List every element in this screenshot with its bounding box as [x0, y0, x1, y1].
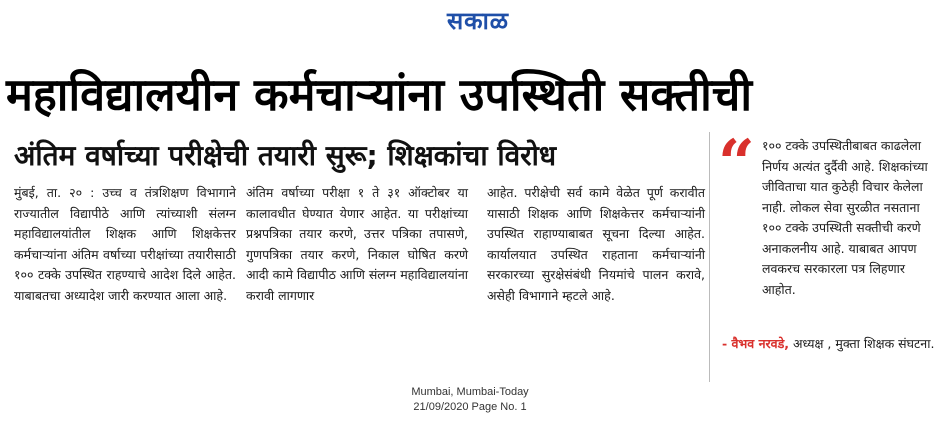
- article-column-3: आहेत. परीक्षेची सर्व कामे वेळेत पूर्ण करावीत यासाठी शिक्षक आणि शिक्षकेत्तर कर्मचाऱ्यांनी उपस्थित राहाण्याबाबत सूचना दिल्या आहेत. कार्यालयात उपस्थित राहताना कर्मचाऱ्यांनी सरकारच्या सुरक्षेसंबंधी नियमांचे पालन करावे, असेही विभागाने म्हटले आहे.: [487, 185, 705, 303]
- attribution-role: अध्यक्ष , मुक्ता शिक्षक संघटना.: [789, 336, 935, 351]
- newspaper-logo: सकाळ: [446, 6, 510, 35]
- page-footer: [360, 385, 580, 415]
- footer-edition: Mumbai, Mumbai-Today: [411, 386, 529, 398]
- quote-attribution: [722, 334, 936, 354]
- subheadline: अंतिम वर्षाच्या परीक्षेची तयारी सुरू; शिक्षकांचा विरोध: [14, 139, 557, 172]
- article-column-2: अंतिम वर्षाच्या परीक्षा १ ते ३१ ऑक्टोबर या कालावधीत घेण्यात येणार आहेत. या परीक्षांच्या प्रश्नपत्रिका तयार करणे, उत्तर पत्रिका तपासणे, गुणपत्रिका तयार करणे, निकाल घोषित करणे आदी कामे विद्यापीठ आणि संलग्न महाविद्यालयांना करावी लागणार: [246, 185, 468, 303]
- footer-date-page: 21/09/2020 Page No. 1: [413, 401, 527, 413]
- quote-mark-icon: “: [718, 126, 755, 201]
- attribution-name: - वैभव नरवडे,: [722, 336, 790, 351]
- pull-quote: १०० टक्के उपस्थितीबाबत काढलेला निर्णय अत्यंत दुर्दैवी आहे. शिक्षकांच्या जीविताचा यात कुठेही विचार केलेला नाही. लोकल सेवा सुरळीत नसताना १०० टक्के उपस्थिती सक्तीची करणे अनाकलनीय आहे. याबाबत आपण लवकरच सरकारला पत्र लिहणार आहोत.: [762, 138, 928, 297]
- headline: महाविद्यालयीन कर्मचाऱ्यांना उपस्थिती सक्तीची: [6, 68, 752, 121]
- column-divider: [709, 132, 710, 382]
- article-column-1: मुंबई, ता. २० : उच्च व तंत्रशिक्षण विभागाने राज्यातील विद्यापीठे आणि त्यांच्याशी संलग्न महाविद्यालयांतील शिक्षक आणि शिक्षकेत्तर कर्मचाऱ्यांना अंतिम वर्षाच्या परीक्षांच्या तयारीसाठी १०० टक्के उपस्थित राहण्याचे आदेश दिले आहेत. याबाबतचा अध्यादेश जारी करण्यात आला आहे.: [14, 185, 236, 303]
